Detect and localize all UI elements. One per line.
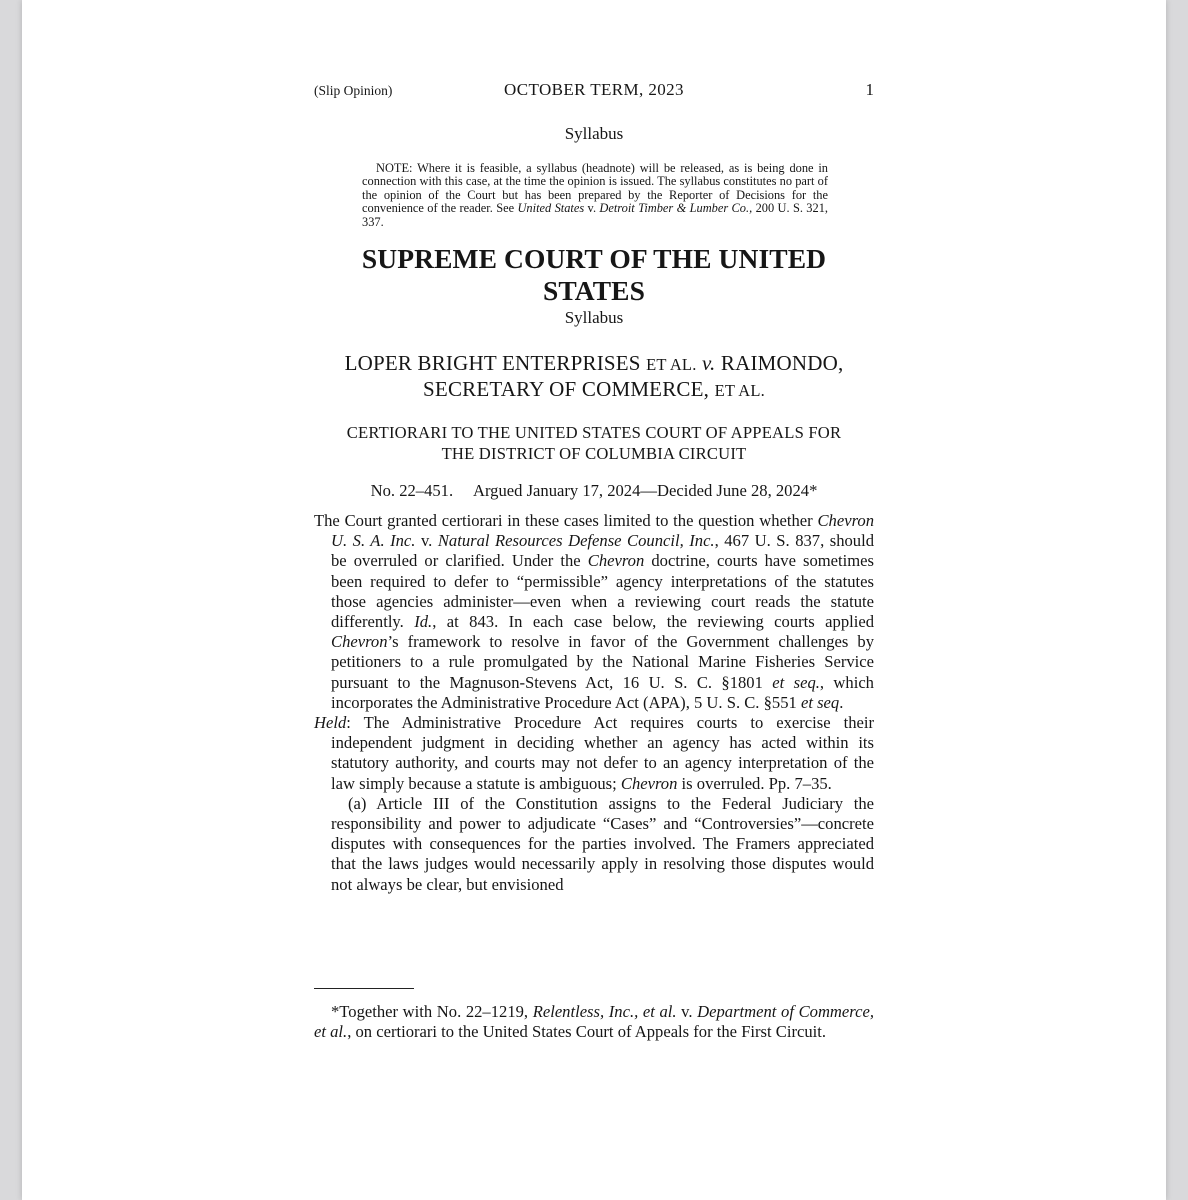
running-head (314, 80, 874, 104)
note-citation-case: United States (517, 201, 585, 216)
note-citation-case-2: Detroit Timber & Lumber Co., (599, 201, 753, 216)
held-paragraph: Held: The Administrative Procedure Act requires courts to exercise their independent judgment in deciding whether an agency has acted within its statutory authority, and courts may not defer to an agency interpretation of the law simply because a statute is ambiguous; Chevron is overruled. Pp. 7–35. (314, 713, 874, 793)
certiorari-line (314, 423, 874, 464)
certiorari-line-2: THE DISTRICT OF COLUMBIA CIRCUIT (441, 443, 747, 463)
term-label: OCTOBER TERM, 2023 (504, 80, 684, 99)
certiorari-line-1: CERTIORARI TO THE UNITED STATES COURT OF APPEALS FOR (346, 423, 842, 442)
held-label: Held (314, 713, 347, 733)
case-caption (314, 351, 874, 403)
syllabus-heading: Syllabus (564, 308, 624, 327)
note-v: v. (584, 201, 600, 216)
document-page (22, 0, 1166, 1200)
slip-opinion-label: (Slip Opinion) (314, 83, 393, 98)
syllabus-paragraph-1: The Court granted certiorari in these cases limited to the question whether Chevron U. S. A. Inc. v. Natural Resources Defense Council, Inc., 467 U. S. 837, should be overruled or clarified. Under the Chevron doctrine, courts have sometimes been required to defer to “permissible” agency interpretations of the statutes those agencies administer—even when a reviewing court reads the statute differently. Id., at 843. In each case below, the reviewing courts applied Chevron’s framework to resolve in favor of the Government challenges by petitioners to a rule promulgated by the National Marine Fisheries Service pursuant to the Magnuson-Stevens Act, 16 U. S. C. §1801 et seq., which incorporates the Administrative Procedure Act (APA), 5 U. S. C. §551 et seq. (314, 511, 875, 712)
paragraph-a: (a) Article III of the Constitution assigns to the Federal Judiciary the responsibility and power to adjudicate “Cases” and “Controversies”—concrete disputes with consequences for the parties involved. The Framers appreciated that the laws judges would necessarily apply in resolving those disputes would not always be clear, but envisioned (331, 793, 874, 894)
syllabus-body (314, 511, 874, 895)
party-respondent: RAIMONDO, (720, 351, 844, 375)
versus: v. (702, 351, 716, 375)
footnote: *Together with No. 22–1219, Relentless, Inc., et al. v. Department of Commerce, et al., on certiorari to the United States Court of Appeals for the First Circuit. (314, 1002, 875, 1042)
et-al-2: ET AL. (714, 381, 765, 400)
note-text: NOTE: Where it is feasible, a syllabus (headnote) will be released, as is being done in connection with this case, at the time the opinion is issued. The syllabus constitutes no part of the opinion of the Court but has been prepared by the Reporter of Decisions for the convenience of the reader. See (362, 161, 828, 216)
syllabus-heading-top: Syllabus (564, 124, 624, 143)
paragraph-a-block (314, 794, 874, 895)
docket-info: No. 22–451. Argued January 17, 2024—Decided June 28, 2024* (370, 481, 818, 500)
page-number: 1 (865, 80, 874, 99)
et-al: ET AL. (646, 355, 697, 374)
note-citation-tail: 200 U. S. 321, 337. (362, 201, 828, 229)
court-title: SUPREME COURT OF THE UNITED STATES (361, 243, 827, 306)
reporter-note (362, 162, 828, 229)
party-respondent-title: SECRETARY OF COMMERCE, (423, 377, 710, 401)
party-petitioner: LOPER BRIGHT ENTERPRISES (344, 351, 641, 375)
footnote-divider (314, 988, 414, 989)
